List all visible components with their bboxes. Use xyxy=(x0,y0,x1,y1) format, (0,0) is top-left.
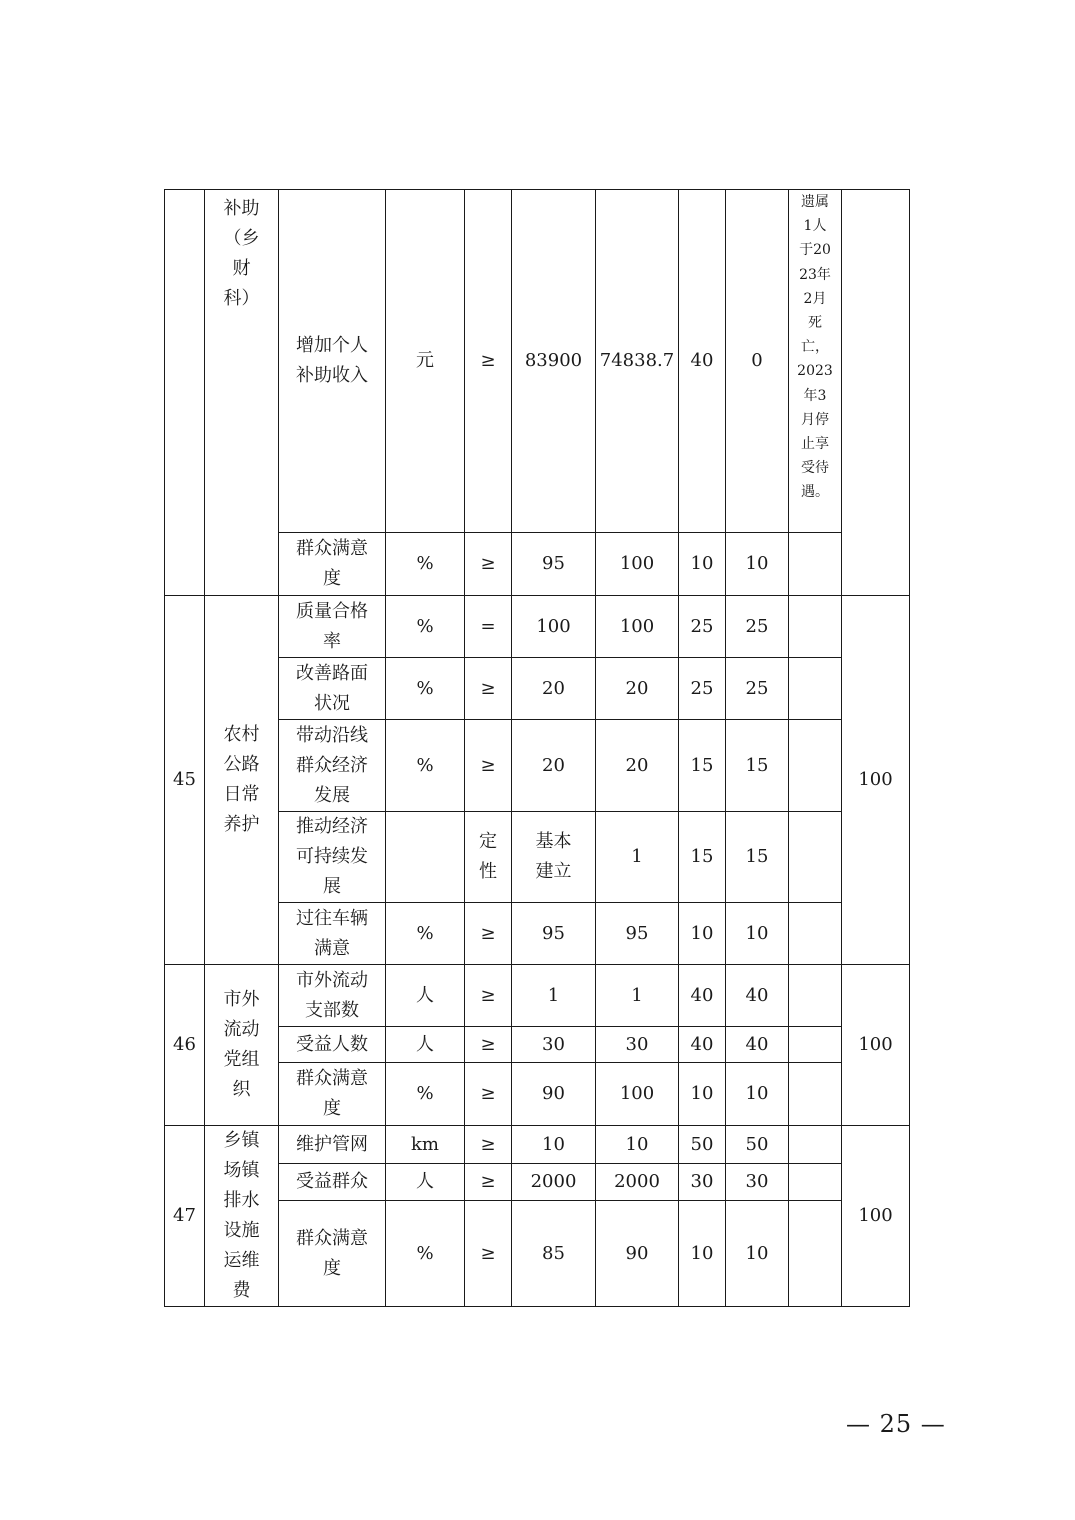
score-cell: 10 xyxy=(726,903,789,965)
weight-cell: 10 xyxy=(679,1063,726,1126)
operator-cell: 定性 xyxy=(465,812,512,903)
note-cell xyxy=(789,812,842,903)
unit-cell: km xyxy=(386,1126,465,1164)
performance-table xyxy=(164,189,910,1307)
actual-cell: 100 xyxy=(596,1063,679,1126)
indicator-cell: 带动沿线群众经济发展 xyxy=(279,720,386,812)
index-cell: 45 xyxy=(165,596,205,965)
weight-cell: 40 xyxy=(679,965,726,1027)
score-cell: 10 xyxy=(726,533,789,596)
weight-cell: 30 xyxy=(679,1164,726,1201)
target-cell: 95 xyxy=(512,533,596,596)
operator-cell: ≥ xyxy=(465,1063,512,1126)
operator-cell: ≥ xyxy=(465,1027,512,1063)
indicator-cell: 受益人数 xyxy=(279,1027,386,1063)
indicator-cell: 受益群众 xyxy=(279,1164,386,1201)
unit-cell: % xyxy=(386,903,465,965)
weight-cell: 50 xyxy=(679,1126,726,1164)
operator-cell: ≥ xyxy=(465,1201,512,1307)
score-cell: 10 xyxy=(726,1063,789,1126)
note-cell xyxy=(789,1201,842,1307)
index-cell: 46 xyxy=(165,965,205,1126)
indicator-cell: 市外流动支部数 xyxy=(279,965,386,1027)
unit-cell: % xyxy=(386,720,465,812)
operator-cell: ≥ xyxy=(465,190,512,533)
note-cell xyxy=(789,1126,842,1164)
total-cell: 100 xyxy=(842,596,910,965)
project-name-cell: 农村公路日常养护 xyxy=(205,596,279,965)
weight-cell: 40 xyxy=(679,190,726,533)
note-cell xyxy=(789,1164,842,1201)
project-name-cell: 乡镇场镇排水设施运维费 xyxy=(205,1126,279,1307)
actual-cell: 100 xyxy=(596,596,679,658)
score-cell: 25 xyxy=(726,658,789,720)
score-cell: 10 xyxy=(726,1201,789,1307)
target-cell: 基本建立 xyxy=(512,812,596,903)
weight-cell: 15 xyxy=(679,812,726,903)
weight-cell: 15 xyxy=(679,720,726,812)
target-cell: 85 xyxy=(512,1201,596,1307)
target-cell: 20 xyxy=(512,720,596,812)
project-name-cell: 市外流动党组织 xyxy=(205,965,279,1126)
score-cell: 0 xyxy=(726,190,789,533)
actual-cell: 90 xyxy=(596,1201,679,1307)
target-cell: 2000 xyxy=(512,1164,596,1201)
weight-cell: 10 xyxy=(679,903,726,965)
total-cell: 100 xyxy=(842,965,910,1126)
target-cell: 30 xyxy=(512,1027,596,1063)
note-cell xyxy=(789,596,842,658)
operator-cell: ≥ xyxy=(465,720,512,812)
weight-cell: 10 xyxy=(679,1201,726,1307)
note-cell xyxy=(789,1027,842,1063)
operator-cell: ≥ xyxy=(465,1164,512,1201)
unit-cell: % xyxy=(386,1201,465,1307)
score-cell: 50 xyxy=(726,1126,789,1164)
actual-cell: 2000 xyxy=(596,1164,679,1201)
total-cell xyxy=(842,190,910,596)
unit-cell: % xyxy=(386,1063,465,1126)
weight-cell: 40 xyxy=(679,1027,726,1063)
unit-cell: % xyxy=(386,596,465,658)
note-cell xyxy=(789,903,842,965)
actual-cell: 1 xyxy=(596,812,679,903)
weight-cell: 25 xyxy=(679,596,726,658)
weight-cell: 10 xyxy=(679,533,726,596)
indicator-cell: 改善路面状况 xyxy=(279,658,386,720)
target-cell: 10 xyxy=(512,1126,596,1164)
unit-cell: 人 xyxy=(386,1164,465,1201)
score-cell: 25 xyxy=(726,596,789,658)
target-cell: 83900 xyxy=(512,190,596,533)
score-cell: 15 xyxy=(726,812,789,903)
operator-cell: ≥ xyxy=(465,903,512,965)
table-row xyxy=(165,190,910,533)
table-row xyxy=(165,596,910,658)
index-cell xyxy=(165,190,205,596)
unit-cell: 人 xyxy=(386,1027,465,1063)
target-cell: 20 xyxy=(512,658,596,720)
note-cell xyxy=(789,965,842,1027)
note-cell xyxy=(789,533,842,596)
score-cell: 40 xyxy=(726,1027,789,1063)
unit-cell xyxy=(386,812,465,903)
target-cell: 1 xyxy=(512,965,596,1027)
actual-cell: 95 xyxy=(596,903,679,965)
indicator-cell: 群众满意度 xyxy=(279,1201,386,1307)
operator-cell: ≥ xyxy=(465,533,512,596)
note-cell xyxy=(789,658,842,720)
indicator-cell: 增加个人补助收入 xyxy=(279,190,386,533)
note-cell: 遗属1人于2023年2月死亡，2023年3月停止享受待遇。 xyxy=(789,190,842,533)
indicator-cell: 推动经济可持续发展 xyxy=(279,812,386,903)
page-number: — 25 — xyxy=(846,1410,946,1438)
target-cell: 100 xyxy=(512,596,596,658)
unit-cell: 元 xyxy=(386,190,465,533)
actual-cell: 10 xyxy=(596,1126,679,1164)
table-row xyxy=(165,965,910,1027)
indicator-cell: 维护管网 xyxy=(279,1126,386,1164)
actual-cell: 20 xyxy=(596,720,679,812)
target-cell: 95 xyxy=(512,903,596,965)
actual-cell: 74838.7 xyxy=(596,190,679,533)
actual-cell: 20 xyxy=(596,658,679,720)
actual-cell: 100 xyxy=(596,533,679,596)
actual-cell: 1 xyxy=(596,965,679,1027)
note-cell xyxy=(789,720,842,812)
score-cell: 30 xyxy=(726,1164,789,1201)
weight-cell: 25 xyxy=(679,658,726,720)
unit-cell: 人 xyxy=(386,965,465,1027)
index-cell: 47 xyxy=(165,1126,205,1307)
indicator-cell: 质量合格率 xyxy=(279,596,386,658)
indicator-cell: 群众满意度 xyxy=(279,1063,386,1126)
score-cell: 40 xyxy=(726,965,789,1027)
unit-cell: % xyxy=(386,658,465,720)
operator-cell: ≥ xyxy=(465,1126,512,1164)
operator-cell: ≥ xyxy=(465,965,512,1027)
operator-cell: ≥ xyxy=(465,658,512,720)
table-row xyxy=(165,1126,910,1164)
note-cell xyxy=(789,1063,842,1126)
unit-cell: % xyxy=(386,533,465,596)
operator-cell: = xyxy=(465,596,512,658)
project-name-cell: 补助（乡财科） xyxy=(205,190,279,596)
indicator-cell: 群众满意度 xyxy=(279,533,386,596)
indicator-cell: 过往车辆满意 xyxy=(279,903,386,965)
actual-cell: 30 xyxy=(596,1027,679,1063)
score-cell: 15 xyxy=(726,720,789,812)
target-cell: 90 xyxy=(512,1063,596,1126)
total-cell: 100 xyxy=(842,1126,910,1307)
